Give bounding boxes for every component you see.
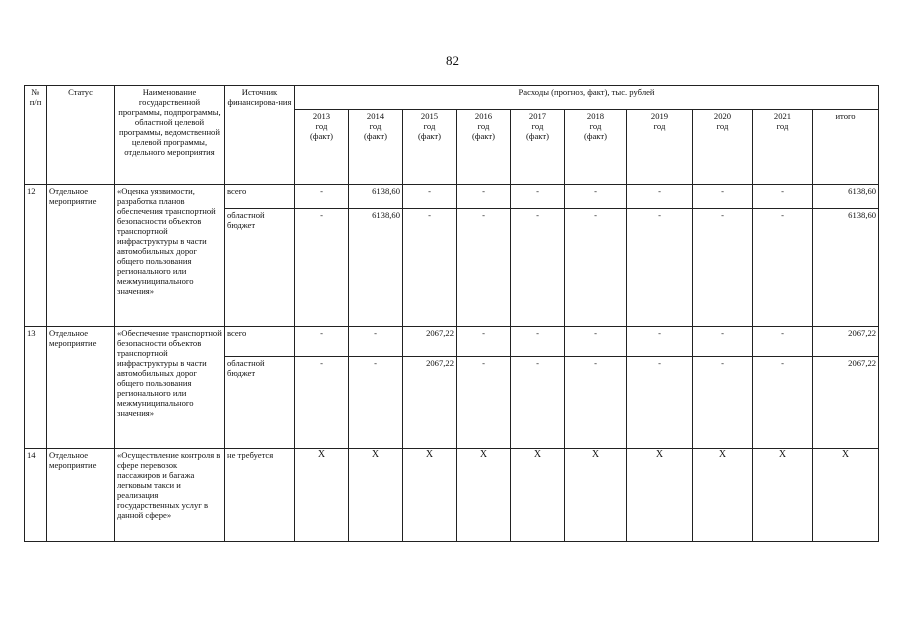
value-cell: - <box>627 185 693 209</box>
header-year-line: 2020 <box>713 111 732 121</box>
header-year-line: 2013 <box>312 111 331 121</box>
row-source: всего <box>225 185 295 209</box>
header-year-2018 <box>565 110 627 185</box>
value-cell: Х <box>693 449 753 542</box>
row-num: 12 <box>25 185 47 327</box>
row-source: областной бюджет <box>225 209 295 327</box>
total-cell: 2067,22 <box>813 357 879 449</box>
row-name: «Обеспечение транспортной безопасности объектов транспортной инфраструктуры в части автомобильных дорог общего пользования регионального или межмуниципального значения» <box>115 327 225 449</box>
table-row <box>25 449 879 542</box>
value-cell: - <box>511 209 565 327</box>
value-cell: - <box>753 185 813 209</box>
value-cell: - <box>753 357 813 449</box>
table-row <box>25 327 879 357</box>
row-status: Отдельное мероприятие <box>47 327 115 449</box>
header-year-line: 2021 <box>773 111 792 121</box>
header-year-line: год <box>423 121 436 131</box>
value-cell: - <box>457 327 511 357</box>
value-cell: - <box>295 185 349 209</box>
value-cell: Х <box>295 449 349 542</box>
header-year-line: (факт) <box>418 131 441 141</box>
value-cell: 6138,60 <box>349 209 403 327</box>
header-year-line: год <box>531 121 544 131</box>
header-year-line: год <box>716 121 729 131</box>
row-name: «Оценка уязвимости, разработка планов обеспечения транспортной безопасности объектов транспортной инфраструктуры в части автомобильных дорог общего пользования регионального или межмуниципального значения» <box>115 185 225 327</box>
header-year-line: 2015 <box>420 111 439 121</box>
header-year-line: 2017 <box>528 111 547 121</box>
value-cell: - <box>627 327 693 357</box>
value-cell: Х <box>565 449 627 542</box>
row-num: 14 <box>25 449 47 542</box>
header-year-2014 <box>349 110 403 185</box>
total-cell: 2067,22 <box>813 327 879 357</box>
row-status: Отдельное мероприятие <box>47 449 115 542</box>
value-cell: - <box>565 209 627 327</box>
header-total: итого <box>813 110 879 185</box>
header-year-line: 2014 <box>366 111 385 121</box>
header-year-line: год <box>315 121 328 131</box>
header-year-line: (факт) <box>584 131 607 141</box>
value-cell: 2067,22 <box>403 327 457 357</box>
value-cell: Х <box>753 449 813 542</box>
header-year-line: (факт) <box>310 131 333 141</box>
row-num: 13 <box>25 327 47 449</box>
value-cell: - <box>753 209 813 327</box>
value-cell: - <box>565 185 627 209</box>
header-year-line: (факт) <box>472 131 495 141</box>
total-cell: Х <box>813 449 879 542</box>
value-cell: - <box>457 185 511 209</box>
value-cell: 2067,22 <box>403 357 457 449</box>
value-cell: Х <box>349 449 403 542</box>
total-cell: 6138,60 <box>813 185 879 209</box>
value-cell: - <box>295 327 349 357</box>
header-year-line: (факт) <box>526 131 549 141</box>
header-row-1 <box>25 86 879 110</box>
row-name: «Осуществление контроля в сфере перевозок пассажиров и багажа легковым такси и реализация государственных услуг в данной сфере» <box>115 449 225 542</box>
value-cell: - <box>693 185 753 209</box>
header-name: Наименование государственной программы, подпрограммы, областной целевой программы, ведомственной целевой программы, отдельного мероприятия <box>115 86 225 185</box>
header-year-2020 <box>693 110 753 185</box>
value-cell: - <box>627 357 693 449</box>
value-cell: Х <box>403 449 457 542</box>
header-year-line: год <box>477 121 490 131</box>
value-cell: - <box>403 185 457 209</box>
value-cell: 6138,60 <box>349 185 403 209</box>
header-year-line: год <box>653 121 666 131</box>
value-cell: - <box>457 209 511 327</box>
value-cell: Х <box>511 449 565 542</box>
value-cell: - <box>627 209 693 327</box>
value-cell: - <box>511 357 565 449</box>
value-cell: - <box>403 209 457 327</box>
value-cell: - <box>565 327 627 357</box>
value-cell: - <box>295 357 349 449</box>
row-source: всего <box>225 327 295 357</box>
value-cell: - <box>565 357 627 449</box>
header-year-line: 2019 <box>650 111 669 121</box>
value-cell: Х <box>627 449 693 542</box>
value-cell: - <box>693 209 753 327</box>
value-cell: - <box>511 185 565 209</box>
value-cell: - <box>349 327 403 357</box>
header-source: Источник финансирова-ния <box>225 86 295 185</box>
total-cell: 6138,60 <box>813 209 879 327</box>
header-year-line: год <box>776 121 789 131</box>
header-year-2017 <box>511 110 565 185</box>
header-year-2021 <box>753 110 813 185</box>
expenses-table <box>24 85 879 542</box>
value-cell: - <box>457 357 511 449</box>
header-year-2016 <box>457 110 511 185</box>
header-year-line: (факт) <box>364 131 387 141</box>
row-status: Отдельное мероприятие <box>47 185 115 327</box>
header-year-2015 <box>403 110 457 185</box>
header-year-2013 <box>295 110 349 185</box>
header-year-line: 2016 <box>474 111 493 121</box>
header-expenses: Расходы (прогноз, факт), тыс. рублей <box>295 86 879 110</box>
row-source: областной бюджет <box>225 357 295 449</box>
table-row <box>25 185 879 209</box>
value-cell: Х <box>457 449 511 542</box>
header-num: № п/п <box>25 86 47 185</box>
value-cell: - <box>511 327 565 357</box>
value-cell: - <box>693 357 753 449</box>
value-cell: - <box>349 357 403 449</box>
header-year-2019 <box>627 110 693 185</box>
header-status: Статус <box>47 86 115 185</box>
header-year-line: год <box>589 121 602 131</box>
page-number: 82 <box>446 53 459 68</box>
value-cell: - <box>295 209 349 327</box>
value-cell: - <box>693 327 753 357</box>
header-year-line: 2018 <box>586 111 605 121</box>
header-year-line: год <box>369 121 382 131</box>
row-source: не требуется <box>225 449 295 542</box>
value-cell: - <box>753 327 813 357</box>
